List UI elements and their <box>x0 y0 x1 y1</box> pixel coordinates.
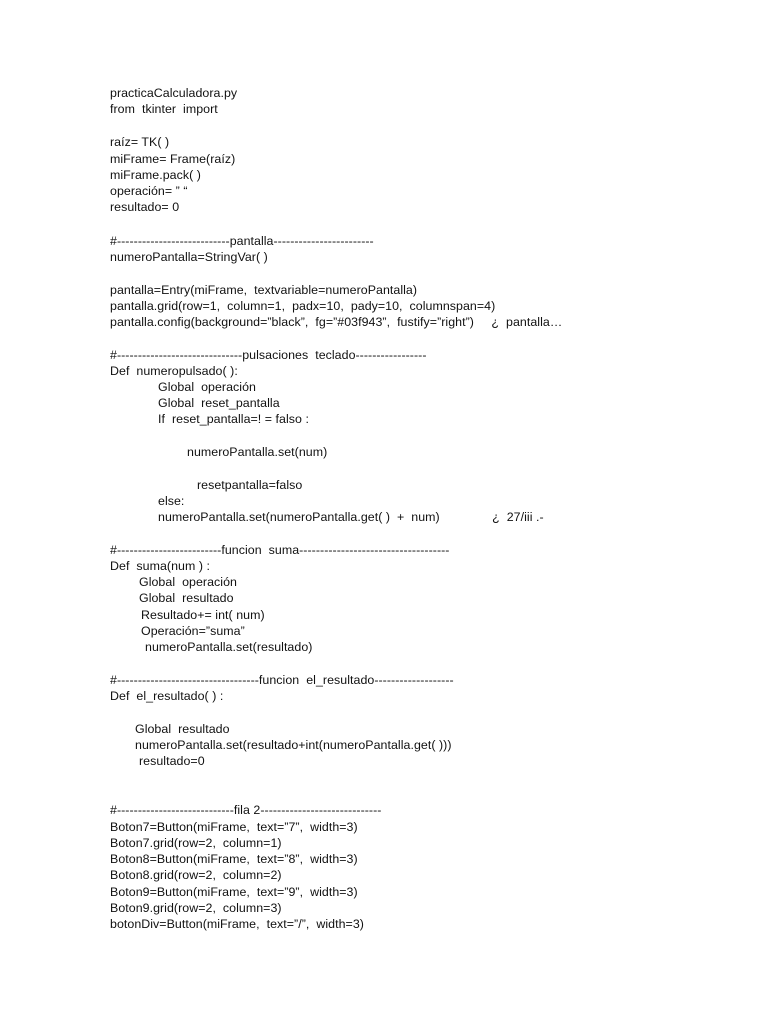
code-line-import: from tkinter import <box>110 102 218 116</box>
code-line-boton7: Boton7=Button(miFrame, text=”7”, width=3) <box>110 820 358 834</box>
code-line-def-numeropulsado: Def numeropulsado( ): <box>110 364 238 378</box>
code-line-boton9-grid: Boton9.grid(row=2, column=3) <box>110 901 282 915</box>
section-comment-fila-2: #----------------------------fila 2----------------------------- <box>110 803 382 817</box>
code-line-result: resultado= 0 <box>110 200 180 214</box>
code-line-else: else: <box>158 494 185 508</box>
section-comment-suma: #-------------------------funcion suma------------------------------------ <box>110 543 450 557</box>
code-line-set-num: numeroPantalla.set(num) <box>187 445 328 459</box>
code-line-def-suma: Def suma(num ) : <box>110 559 210 573</box>
code-line-operation: operación= ” “ <box>110 184 188 198</box>
code-line-entry-grid: pantalla.grid(row=1, column=1, padx=10, pady=10, columnspan=4) <box>110 299 496 313</box>
code-line-suma-global-operacion: Global operación <box>139 575 237 589</box>
code-line-if-reset: If reset_pantalla=! = falso : <box>158 412 309 426</box>
code-line-boton9: Boton9=Button(miFrame, text=”9”, width=3) <box>110 885 358 899</box>
code-line-pack: miFrame.pack( ) <box>110 168 201 182</box>
code-line-resultado-reset: resultado=0 <box>139 754 205 768</box>
code-line-boton7-grid: Boton7.grid(row=2, column=1) <box>110 836 282 850</box>
code-line-boton8-grid: Boton8.grid(row=2, column=2) <box>110 868 282 882</box>
code-line-suma-resultado: Resultado+= int( num) <box>141 608 265 622</box>
code-line-def-resultado: Def el_resultado( ) : <box>110 689 224 703</box>
code-line-set-concat: numeroPantalla.set(numeroPantalla.get( ) + num) ¿ 27/iii .- <box>158 510 544 524</box>
code-line-entry-config: pantalla.config(background=”black”, fg=”#03f943”, fustify=”right”) ¿ pantalla… <box>110 315 563 329</box>
code-line-global-operacion: Global operación <box>158 380 256 394</box>
code-line-resetpantalla: resetpantalla=falso <box>197 478 303 492</box>
section-comment-pantalla: #---------------------------pantalla------------------------ <box>110 234 374 248</box>
code-line-boton-div: botonDiv=Button(miFrame, text=”/”, width=3) <box>110 917 364 931</box>
code-line-file-title: practicaCalculadora.py <box>110 86 238 100</box>
code-line-root: raíz= TK( ) <box>110 135 170 149</box>
code-line-global-reset: Global reset_pantalla <box>158 396 280 410</box>
code-line-frame: miFrame= Frame(raíz) <box>110 152 236 166</box>
code-line-entry: pantalla=Entry(miFrame, textvariable=numeroPantalla) <box>110 283 418 297</box>
code-line-suma-set: numeroPantalla.set(resultado) <box>145 640 313 654</box>
code-line-stringvar: numeroPantalla=StringVar( ) <box>110 250 268 264</box>
section-comment-pulsaciones: #------------------------------pulsaciones teclado----------------- <box>110 348 427 362</box>
code-line-suma-operacion: Operación=”suma” <box>141 624 245 638</box>
code-line-resultado-set: numeroPantalla.set(resultado+int(numeroPantalla.get( ))) <box>135 738 452 752</box>
code-line-resultado-global: Global resultado <box>135 722 230 736</box>
code-line-boton8: Boton8=Button(miFrame, text=”8”, width=3) <box>110 852 358 866</box>
section-comment-resultado: #----------------------------------funcion el_resultado------------------- <box>110 673 454 687</box>
code-line-suma-global-resultado: Global resultado <box>139 591 234 605</box>
